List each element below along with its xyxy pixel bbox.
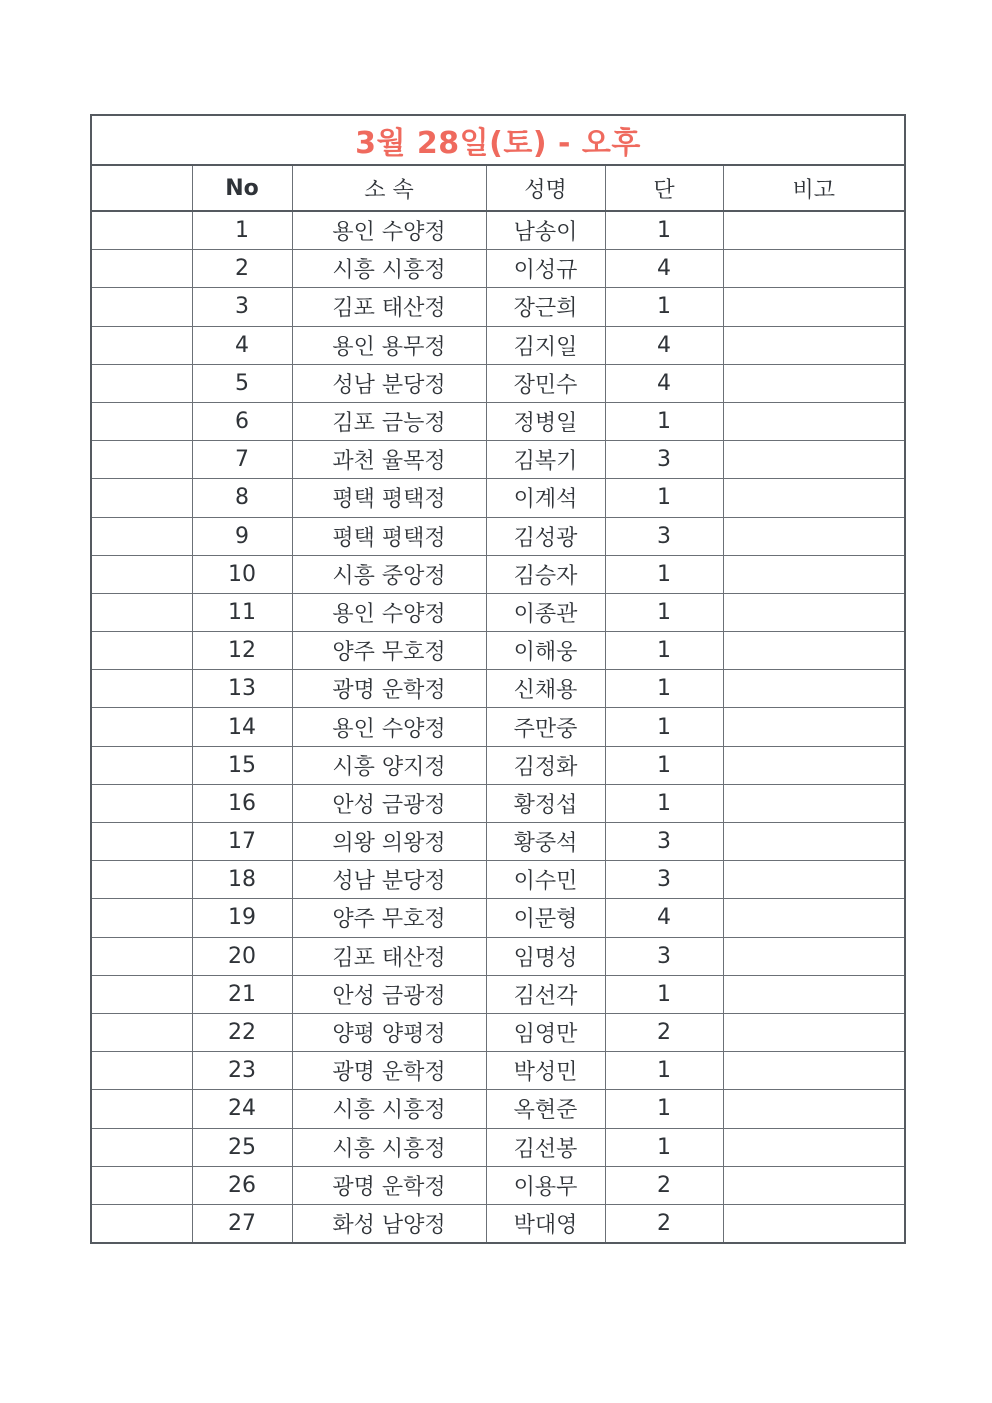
name-cell: 이성규 — [486, 250, 605, 288]
blank-cell — [92, 555, 192, 593]
dan-cell: 3 — [605, 937, 723, 975]
blank-cell — [92, 670, 192, 708]
remarks-cell — [723, 555, 904, 593]
affiliation-cell: 광명 운학정 — [292, 670, 486, 708]
name-cell: 임명성 — [486, 937, 605, 975]
remarks-cell — [723, 784, 904, 822]
header-affiliation: 소 속 — [292, 166, 486, 211]
affiliation-cell: 안성 금광정 — [292, 975, 486, 1013]
table-row — [92, 288, 904, 326]
blank-cell — [92, 1090, 192, 1128]
blank-cell — [92, 402, 192, 440]
affiliation-cell: 시흥 시흥정 — [292, 250, 486, 288]
remarks-cell — [723, 593, 904, 631]
name-cell: 김지일 — [486, 326, 605, 364]
blank-cell — [92, 441, 192, 479]
table-row — [92, 402, 904, 440]
header-no: No — [192, 166, 292, 211]
header-row — [92, 166, 904, 211]
remarks-cell — [723, 975, 904, 1013]
table-row — [92, 479, 904, 517]
no-cell: 16 — [192, 784, 292, 822]
header-remarks: 비고 — [723, 166, 904, 211]
name-cell: 김정화 — [486, 746, 605, 784]
table-row — [92, 746, 904, 784]
blank-cell — [92, 632, 192, 670]
blank-cell — [92, 899, 192, 937]
blank-cell — [92, 593, 192, 631]
blank-cell — [92, 326, 192, 364]
name-cell: 옥현준 — [486, 1090, 605, 1128]
affiliation-cell: 평택 평택정 — [292, 517, 486, 555]
name-cell: 황중석 — [486, 823, 605, 861]
affiliation-cell: 의왕 의왕정 — [292, 823, 486, 861]
affiliation-cell: 용인 수양정 — [292, 708, 486, 746]
affiliation-cell: 광명 운학정 — [292, 1166, 486, 1204]
dan-cell: 4 — [605, 326, 723, 364]
no-cell: 23 — [192, 1052, 292, 1090]
table-row — [92, 899, 904, 937]
blank-cell — [92, 250, 192, 288]
no-cell: 21 — [192, 975, 292, 1013]
dan-cell: 3 — [605, 441, 723, 479]
table-row — [92, 1090, 904, 1128]
remarks-cell — [723, 937, 904, 975]
no-cell: 5 — [192, 364, 292, 402]
table-row — [92, 937, 904, 975]
remarks-cell — [723, 708, 904, 746]
header-name: 성명 — [486, 166, 605, 211]
name-cell: 이계석 — [486, 479, 605, 517]
no-cell: 10 — [192, 555, 292, 593]
affiliation-cell: 시흥 시흥정 — [292, 1090, 486, 1128]
table-row — [92, 1128, 904, 1166]
name-cell: 이수민 — [486, 861, 605, 899]
table-row — [92, 517, 904, 555]
dan-cell: 1 — [605, 593, 723, 631]
table-row — [92, 555, 904, 593]
no-cell: 25 — [192, 1128, 292, 1166]
table-row — [92, 593, 904, 631]
no-cell: 9 — [192, 517, 292, 555]
blank-cell — [92, 784, 192, 822]
no-cell: 12 — [192, 632, 292, 670]
no-cell: 20 — [192, 937, 292, 975]
roster-sheet — [90, 114, 906, 1244]
name-cell: 박성민 — [486, 1052, 605, 1090]
blank-cell — [92, 823, 192, 861]
name-cell: 김선각 — [486, 975, 605, 1013]
name-cell: 김선봉 — [486, 1128, 605, 1166]
no-cell: 18 — [192, 861, 292, 899]
no-cell: 8 — [192, 479, 292, 517]
name-cell: 김승자 — [486, 555, 605, 593]
affiliation-cell: 김포 금능정 — [292, 402, 486, 440]
affiliation-cell: 성남 분당정 — [292, 861, 486, 899]
dan-cell: 1 — [605, 555, 723, 593]
table-row — [92, 1204, 904, 1242]
remarks-cell — [723, 211, 904, 250]
dan-cell: 3 — [605, 823, 723, 861]
no-cell: 22 — [192, 1013, 292, 1051]
no-cell: 1 — [192, 211, 292, 250]
no-cell: 17 — [192, 823, 292, 861]
dan-cell: 1 — [605, 1128, 723, 1166]
blank-cell — [92, 1128, 192, 1166]
remarks-cell — [723, 632, 904, 670]
blank-cell — [92, 937, 192, 975]
name-cell: 황정섭 — [486, 784, 605, 822]
remarks-cell — [723, 1128, 904, 1166]
remarks-cell — [723, 861, 904, 899]
affiliation-cell: 용인 용무정 — [292, 326, 486, 364]
name-cell: 이용무 — [486, 1166, 605, 1204]
name-cell: 남송이 — [486, 211, 605, 250]
table-row — [92, 1052, 904, 1090]
blank-cell — [92, 708, 192, 746]
affiliation-cell: 화성 남양정 — [292, 1204, 486, 1242]
remarks-cell — [723, 250, 904, 288]
dan-cell: 3 — [605, 517, 723, 555]
affiliation-cell: 시흥 중앙정 — [292, 555, 486, 593]
affiliation-cell: 평택 평택정 — [292, 479, 486, 517]
dan-cell: 1 — [605, 211, 723, 250]
blank-cell — [92, 1013, 192, 1051]
dan-cell: 1 — [605, 632, 723, 670]
dan-cell: 1 — [605, 708, 723, 746]
blank-cell — [92, 746, 192, 784]
table-row — [92, 1013, 904, 1051]
affiliation-cell: 과천 율목정 — [292, 441, 486, 479]
dan-cell: 1 — [605, 479, 723, 517]
blank-cell — [92, 861, 192, 899]
no-cell: 7 — [192, 441, 292, 479]
affiliation-cell: 용인 수양정 — [292, 593, 486, 631]
table-row — [92, 632, 904, 670]
table-row — [92, 326, 904, 364]
remarks-cell — [723, 517, 904, 555]
blank-cell — [92, 288, 192, 326]
no-cell: 6 — [192, 402, 292, 440]
no-cell: 24 — [192, 1090, 292, 1128]
dan-cell: 4 — [605, 899, 723, 937]
header-dan: 단 — [605, 166, 723, 211]
blank-cell — [92, 975, 192, 1013]
roster-body — [92, 211, 904, 1242]
name-cell: 정병일 — [486, 402, 605, 440]
affiliation-cell: 김포 태산정 — [292, 288, 486, 326]
blank-cell — [92, 364, 192, 402]
table-row — [92, 975, 904, 1013]
no-cell: 15 — [192, 746, 292, 784]
no-cell: 13 — [192, 670, 292, 708]
table-row — [92, 823, 904, 861]
dan-cell: 1 — [605, 1052, 723, 1090]
no-cell: 19 — [192, 899, 292, 937]
no-cell: 27 — [192, 1204, 292, 1242]
remarks-cell — [723, 823, 904, 861]
table-row — [92, 441, 904, 479]
blank-cell — [92, 211, 192, 250]
remarks-cell — [723, 288, 904, 326]
affiliation-cell: 김포 태산정 — [292, 937, 486, 975]
blank-cell — [92, 479, 192, 517]
remarks-cell — [723, 479, 904, 517]
name-cell: 장근희 — [486, 288, 605, 326]
dan-cell: 1 — [605, 746, 723, 784]
table-row — [92, 708, 904, 746]
affiliation-cell: 시흥 양지정 — [292, 746, 486, 784]
table-row — [92, 861, 904, 899]
remarks-cell — [723, 746, 904, 784]
dan-cell: 2 — [605, 1204, 723, 1242]
no-cell: 3 — [192, 288, 292, 326]
name-cell: 신채용 — [486, 670, 605, 708]
no-cell: 4 — [192, 326, 292, 364]
blank-cell — [92, 1204, 192, 1242]
roster-table — [92, 166, 904, 1242]
name-cell: 박대영 — [486, 1204, 605, 1242]
name-cell: 김복기 — [486, 441, 605, 479]
blank-cell — [92, 517, 192, 555]
no-cell: 26 — [192, 1166, 292, 1204]
affiliation-cell: 시흥 시흥정 — [292, 1128, 486, 1166]
remarks-cell — [723, 402, 904, 440]
remarks-cell — [723, 1090, 904, 1128]
affiliation-cell: 안성 금광정 — [292, 784, 486, 822]
blank-cell — [92, 1052, 192, 1090]
table-row — [92, 211, 904, 250]
affiliation-cell: 광명 운학정 — [292, 1052, 486, 1090]
affiliation-cell: 성남 분당정 — [292, 364, 486, 402]
remarks-cell — [723, 364, 904, 402]
name-cell: 이문형 — [486, 899, 605, 937]
dan-cell: 4 — [605, 250, 723, 288]
remarks-cell — [723, 899, 904, 937]
remarks-cell — [723, 1052, 904, 1090]
no-cell: 11 — [192, 593, 292, 631]
table-row — [92, 364, 904, 402]
dan-cell: 1 — [605, 670, 723, 708]
name-cell: 주만중 — [486, 708, 605, 746]
dan-cell: 1 — [605, 402, 723, 440]
table-row — [92, 670, 904, 708]
remarks-cell — [723, 1013, 904, 1051]
dan-cell: 3 — [605, 861, 723, 899]
dan-cell: 1 — [605, 975, 723, 1013]
dan-cell: 2 — [605, 1013, 723, 1051]
affiliation-cell: 양주 무호정 — [292, 899, 486, 937]
affiliation-cell: 용인 수양정 — [292, 211, 486, 250]
no-cell: 2 — [192, 250, 292, 288]
affiliation-cell: 양주 무호정 — [292, 632, 486, 670]
name-cell: 이해웅 — [486, 632, 605, 670]
affiliation-cell: 양평 양평정 — [292, 1013, 486, 1051]
table-row — [92, 250, 904, 288]
header-blank — [92, 166, 192, 211]
dan-cell: 1 — [605, 1090, 723, 1128]
name-cell: 장민수 — [486, 364, 605, 402]
name-cell: 김성광 — [486, 517, 605, 555]
remarks-cell — [723, 1166, 904, 1204]
dan-cell: 2 — [605, 1166, 723, 1204]
table-row — [92, 1166, 904, 1204]
dan-cell: 1 — [605, 784, 723, 822]
table-row — [92, 784, 904, 822]
sheet-title: 3월 28일(토) - 오후 — [92, 116, 904, 166]
dan-cell: 1 — [605, 288, 723, 326]
no-cell: 14 — [192, 708, 292, 746]
name-cell: 임영만 — [486, 1013, 605, 1051]
remarks-cell — [723, 326, 904, 364]
remarks-cell — [723, 1204, 904, 1242]
name-cell: 이종관 — [486, 593, 605, 631]
remarks-cell — [723, 670, 904, 708]
blank-cell — [92, 1166, 192, 1204]
dan-cell: 4 — [605, 364, 723, 402]
remarks-cell — [723, 441, 904, 479]
